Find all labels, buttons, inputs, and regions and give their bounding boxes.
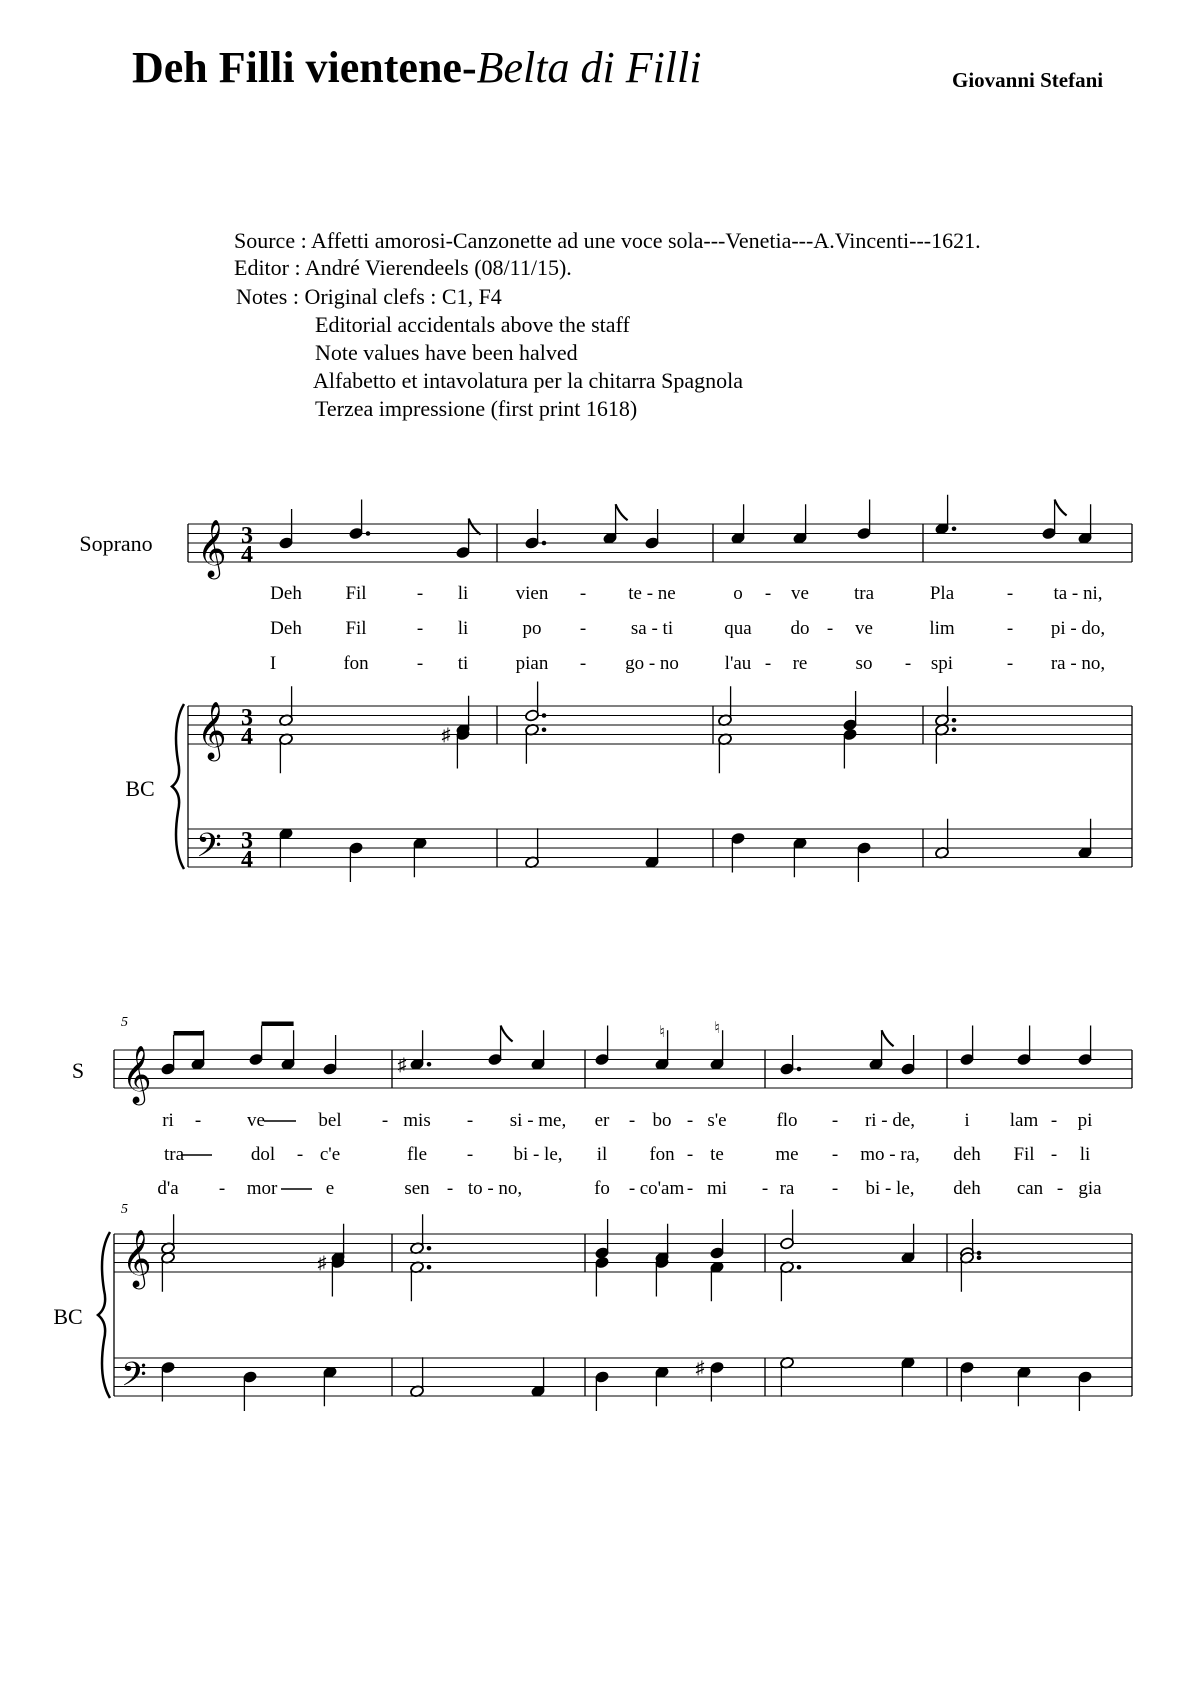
lyric-s1-syllable: - bbox=[764, 653, 772, 674]
augmentation-dot bbox=[952, 718, 957, 723]
lyric-s1-syllable: so bbox=[855, 653, 873, 674]
lyric-s1-syllable: - bbox=[579, 583, 587, 604]
lyric-s1-syllable: - bbox=[764, 583, 772, 604]
time-signature-top: 3 bbox=[241, 828, 253, 854]
lyric-s2-syllable: - bbox=[628, 1110, 636, 1131]
lyric-s2-syllable: - bbox=[194, 1110, 202, 1131]
lyric-s1-syllable: - bbox=[1006, 653, 1014, 674]
lyric-s1-syllable: li bbox=[457, 583, 469, 604]
lyric-s1-syllable: Deh bbox=[270, 618, 302, 639]
lyric-s2-syllable: - bbox=[761, 1178, 769, 1199]
augmentation-dot bbox=[427, 1246, 432, 1251]
lyric-s2-syllable: - bbox=[831, 1178, 839, 1199]
lyric-s2-syllable: fon bbox=[649, 1144, 675, 1165]
lyric-s2-syllable: mo - ra, bbox=[860, 1144, 920, 1165]
lyric-s2-syllable: pi bbox=[1077, 1110, 1093, 1131]
lyric-s2-syllable: - bbox=[466, 1110, 474, 1131]
lyric-s1-syllable: re bbox=[792, 653, 808, 674]
source-line: Source : Affetti amorosi-Canzonette ad une voce sola---Venetia---A.Vincenti---1621. bbox=[234, 228, 981, 253]
lyric-s2-syllable: bo bbox=[652, 1110, 672, 1131]
lyric-s2-syllable: ri - de, bbox=[864, 1110, 916, 1131]
lyric-s2-syllable: ve bbox=[247, 1110, 265, 1131]
lyric-s2-syllable: d'a bbox=[157, 1178, 179, 1199]
lyric-s1-syllable: po bbox=[522, 618, 542, 639]
treble-clef-icon: 𝄞 bbox=[197, 520, 227, 576]
note-flag bbox=[882, 1030, 894, 1046]
measure-number: 5 bbox=[121, 1015, 128, 1030]
beam bbox=[174, 1031, 204, 1036]
lyric-s1-syllable: - bbox=[1006, 583, 1014, 604]
lyric-s2-syllable: bi - le, bbox=[865, 1178, 915, 1199]
augmentation-dot bbox=[427, 1265, 432, 1270]
lyric-s1-syllable: sa - ti bbox=[630, 618, 674, 639]
lyric-s2-syllable: - bbox=[831, 1144, 839, 1165]
lyric-s2-syllable: - bbox=[1050, 1144, 1058, 1165]
lyric-s1-syllable: go - no bbox=[625, 653, 679, 674]
lyric-s2-syllable: - bbox=[686, 1178, 694, 1199]
augmentation-dot bbox=[542, 541, 547, 546]
lyric-s2-syllable: - bbox=[686, 1110, 694, 1131]
augmentation-dot bbox=[366, 531, 371, 536]
lyric-s2-syllable: ra bbox=[779, 1178, 795, 1199]
title-italic: Belta di Filli bbox=[476, 43, 702, 92]
note-flag bbox=[1055, 500, 1067, 516]
note-flag bbox=[616, 504, 628, 520]
notes-line: Notes : Original clefs : C1, F4 bbox=[236, 284, 502, 309]
lyric-s1-syllable: do bbox=[790, 618, 810, 639]
lyric-s2-syllable: co'am bbox=[639, 1178, 685, 1199]
lyric-s2-syllable: bel bbox=[318, 1110, 342, 1131]
augmentation-dot bbox=[542, 713, 547, 718]
treble-clef-icon: 𝄞 bbox=[197, 702, 227, 758]
lyric-s2-syllable: tra bbox=[163, 1144, 185, 1165]
lyric-s1-syllable: - bbox=[579, 618, 587, 639]
lyric-s2-syllable: mis bbox=[403, 1110, 431, 1131]
lyric-s1-syllable: - bbox=[416, 583, 424, 604]
lyric-s1-syllable: - bbox=[416, 618, 424, 639]
lyric-s1-syllable: qua bbox=[724, 618, 752, 639]
lyric-s2-syllable: lam bbox=[1009, 1110, 1039, 1131]
lyric-s1-syllable: Pla bbox=[929, 583, 955, 604]
composer-name: Giovanni Stefani bbox=[952, 68, 1104, 92]
lyric-s2-syllable: li bbox=[1079, 1144, 1091, 1165]
note-editorial: Editorial accidentals above the staff bbox=[315, 312, 630, 337]
lyric-s1-syllable: - bbox=[416, 653, 424, 674]
lyric-s2-syllable: er bbox=[594, 1110, 610, 1131]
soprano-label: S bbox=[71, 1058, 85, 1083]
lyric-s1-syllable: Fil bbox=[345, 618, 367, 639]
lyric-s2-syllable: gia bbox=[1078, 1178, 1102, 1199]
brace bbox=[98, 1232, 110, 1398]
lyric-s1-syllable: - bbox=[904, 653, 912, 674]
lyric-s2-syllable: fle bbox=[406, 1144, 428, 1165]
lyric-s2-syllable: - bbox=[1050, 1110, 1058, 1131]
lyric-s2-syllable: c'e bbox=[319, 1144, 341, 1165]
beam bbox=[262, 1022, 294, 1027]
lyric-s2-syllable: bi - le, bbox=[513, 1144, 563, 1165]
time-signature-bottom: 4 bbox=[241, 847, 253, 873]
natural-icon: ♮ bbox=[659, 1024, 665, 1041]
lyric-s2-syllable: si - me, bbox=[509, 1110, 567, 1131]
time-signature-bottom: 4 bbox=[241, 542, 253, 568]
lyric-s2-syllable: me bbox=[775, 1144, 799, 1165]
time-signature-top: 3 bbox=[241, 705, 253, 731]
lyric-s1-syllable: pi - do, bbox=[1050, 618, 1106, 639]
treble-clef-icon: 𝄞 bbox=[122, 1230, 152, 1286]
measure-number: 5 bbox=[121, 1202, 128, 1217]
lyric-s1-syllable: li bbox=[457, 618, 469, 639]
lyric-s2-syllable: - bbox=[296, 1144, 304, 1165]
lyric-s2-syllable: deh bbox=[953, 1144, 981, 1165]
lyric-s1-syllable: - bbox=[579, 653, 587, 674]
note-impressione: Terzea impressione (first print 1618) bbox=[315, 396, 638, 421]
sharp-icon: ♯ bbox=[397, 1054, 407, 1075]
lyric-s2-syllable: il bbox=[596, 1144, 608, 1165]
time-signature-top: 3 bbox=[241, 523, 253, 549]
lyric-s1-syllable: Deh bbox=[270, 583, 302, 604]
lyric-s1-syllable: spi bbox=[930, 653, 954, 674]
lyric-s2-syllable: s'e bbox=[707, 1110, 727, 1131]
lyric-s1-syllable: - bbox=[1006, 618, 1014, 639]
lyric-s2-syllable: - bbox=[1056, 1178, 1064, 1199]
lyric-s2-syllable: mor bbox=[246, 1178, 278, 1199]
lyric-s1-syllable: ve bbox=[791, 583, 809, 604]
editor-line: Editor : André Vierendeels (08/11/15). bbox=[234, 255, 572, 280]
lyric-s1-syllable: lim bbox=[929, 618, 955, 639]
soprano-label: Soprano bbox=[79, 531, 153, 556]
lyric-s2-syllable: - bbox=[628, 1178, 636, 1199]
sharp-icon: ♯ bbox=[317, 1252, 327, 1273]
note-alfabetto: Alfabetto et intavolatura per la chitarra Spagnola bbox=[313, 368, 744, 393]
lyric-s2-syllable: fo bbox=[594, 1178, 610, 1199]
lyric-s1-syllable: I bbox=[269, 653, 277, 674]
lyric-s1-syllable: te - ne bbox=[628, 583, 676, 604]
natural-icon: ♮ bbox=[714, 1020, 720, 1037]
lyric-s1-syllable: l'au bbox=[724, 653, 752, 674]
bass-clef-icon: 𝄢 bbox=[196, 827, 222, 872]
lyric-s2-syllable: ri bbox=[162, 1110, 174, 1131]
note-flag bbox=[469, 519, 481, 535]
lyric-s2-syllable: te bbox=[710, 1144, 724, 1165]
lyric-s1-syllable: Fil bbox=[345, 583, 367, 604]
augmentation-dot bbox=[797, 1067, 802, 1072]
lyric-s1-syllable: ta - ni, bbox=[1053, 583, 1103, 604]
lyric-s2-syllable: deh bbox=[953, 1178, 981, 1199]
lyric-s2-syllable: can bbox=[1016, 1178, 1044, 1199]
treble-clef-icon: 𝄞 bbox=[122, 1046, 152, 1102]
lyric-s1-syllable: vien bbox=[515, 583, 549, 604]
lyric-s1-syllable: tra bbox=[853, 583, 875, 604]
lyric-s2-syllable: - bbox=[466, 1144, 474, 1165]
lyric-s2-syllable: - bbox=[686, 1144, 694, 1165]
lyric-s2-syllable: e bbox=[325, 1178, 335, 1199]
title-main: Deh Filli vientene- bbox=[132, 43, 477, 92]
note-halved: Note values have been halved bbox=[315, 340, 578, 365]
lyric-s1-syllable: o bbox=[733, 583, 743, 604]
lyric-s2-syllable: to - no, bbox=[467, 1178, 523, 1199]
augmentation-dot bbox=[797, 1265, 802, 1270]
lyric-s1-syllable: pian bbox=[515, 653, 549, 674]
bass-clef-icon: 𝄢 bbox=[121, 1356, 147, 1401]
augmentation-dot bbox=[542, 727, 547, 732]
lyric-s2-syllable: Fil bbox=[1013, 1144, 1035, 1165]
lyric-s2-syllable: - bbox=[218, 1178, 226, 1199]
sharp-icon: ♯ bbox=[441, 724, 451, 745]
augmentation-dot bbox=[427, 1062, 432, 1067]
lyric-s1-syllable: ra - no, bbox=[1050, 653, 1106, 674]
lyric-s2-syllable: - bbox=[381, 1110, 389, 1131]
bc-label: BC bbox=[125, 776, 155, 801]
lyric-s2-syllable: sen bbox=[404, 1178, 430, 1199]
brace bbox=[172, 704, 184, 869]
augmentation-dot bbox=[952, 727, 957, 732]
bc-label: BC bbox=[53, 1304, 83, 1329]
time-signature-bottom: 4 bbox=[241, 724, 253, 750]
lyric-s1-syllable: fon bbox=[343, 653, 369, 674]
lyric-s2-syllable: i bbox=[964, 1110, 970, 1131]
lyric-s2-syllable: - bbox=[446, 1178, 454, 1199]
lyric-s2-syllable: flo bbox=[776, 1110, 798, 1131]
augmentation-dot bbox=[977, 1251, 982, 1256]
sharp-icon: ♯ bbox=[695, 1357, 705, 1378]
augmentation-dot bbox=[952, 526, 957, 531]
augmentation-dot bbox=[977, 1255, 982, 1260]
lyric-s2-syllable: - bbox=[831, 1110, 839, 1131]
lyric-s2-syllable: mi bbox=[706, 1178, 728, 1199]
note-flag bbox=[501, 1026, 513, 1042]
lyric-s1-syllable: ti bbox=[457, 653, 469, 674]
lyric-s1-syllable: ve bbox=[855, 618, 873, 639]
lyric-s1-syllable: - bbox=[826, 618, 834, 639]
lyric-s2-syllable: dol bbox=[250, 1144, 276, 1165]
